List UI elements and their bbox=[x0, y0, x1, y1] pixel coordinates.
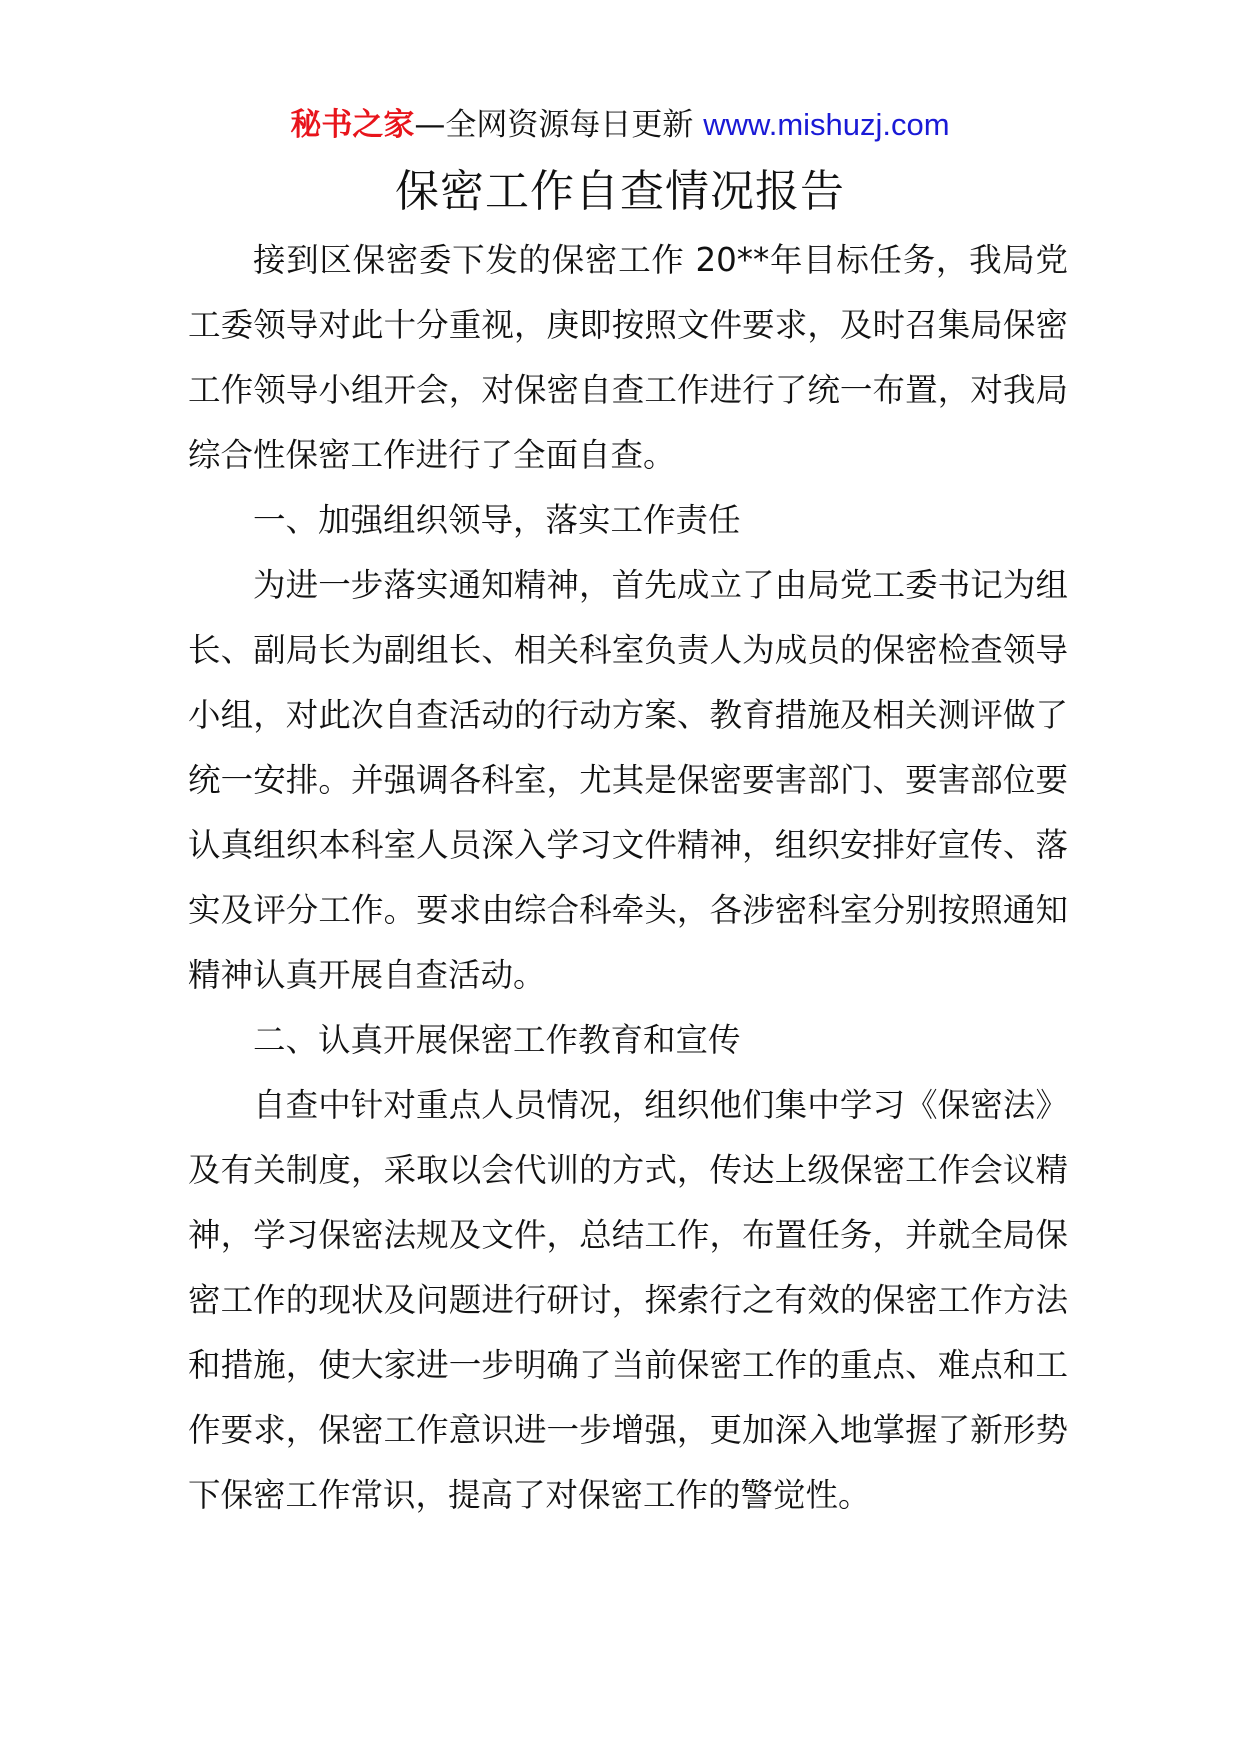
header-banner bbox=[0, 104, 1240, 146]
site-link[interactable]: www.mishuzj.com bbox=[703, 107, 950, 142]
body-paragraph: 自查中针对重点人员情况，组织他们集中学习《保密法》及有关制度，采取以会代训的方式，传达上级保密工作会议精神，学习保密法规及文件，总结工作，布置任务，并就全局保密工作的现状及问题进行研讨，探索行之有效的保密工作方法和措施，使大家进一步明确了当前保密工作的重点、难点和工作要求，保密工作意识进一步增强，更加深入地掌握了新形势下保密工作常识，提高了对保密工作的警觉性。 bbox=[188, 1086, 1068, 1514]
section-heading-1: 一、加强组织领导，落实工作责任 bbox=[253, 501, 741, 539]
header-slogan: —全网资源每日更新 bbox=[414, 107, 704, 143]
document-body bbox=[188, 228, 1068, 1528]
body-paragraph: 为进一步落实通知精神，首先成立了由局党工委书记为组长、副局长为副组长、相关科室负责人为成员的保密检查领导小组，对此次自查活动的行动方案、教育措施及相关测评做了统一安排。并强调各科室，尤其是保密要害部门、要害部位要认真组织本科室人员深入学习文件精神，组织安排好宣传、落实及评分工作。要求由综合科牵头，各涉密科室分别按照通知精神认真开展自查活动。 bbox=[188, 566, 1068, 994]
intro-paragraph: 接到区保密委下发的保密工作 20**年目标任务，我局党工委领导对此十分重视，庚即按照文件要求，及时召集局保密工作领导小组开会，对保密自查工作进行了统一布置，对我局综合性保密工作进行了全面自查。 bbox=[188, 241, 1068, 474]
section-heading-2: 二、认真开展保密工作教育和宣传 bbox=[253, 1021, 741, 1059]
brand-name: 秘书之家 bbox=[290, 107, 415, 143]
document-title: 保密工作自查情况报告 bbox=[395, 166, 845, 217]
